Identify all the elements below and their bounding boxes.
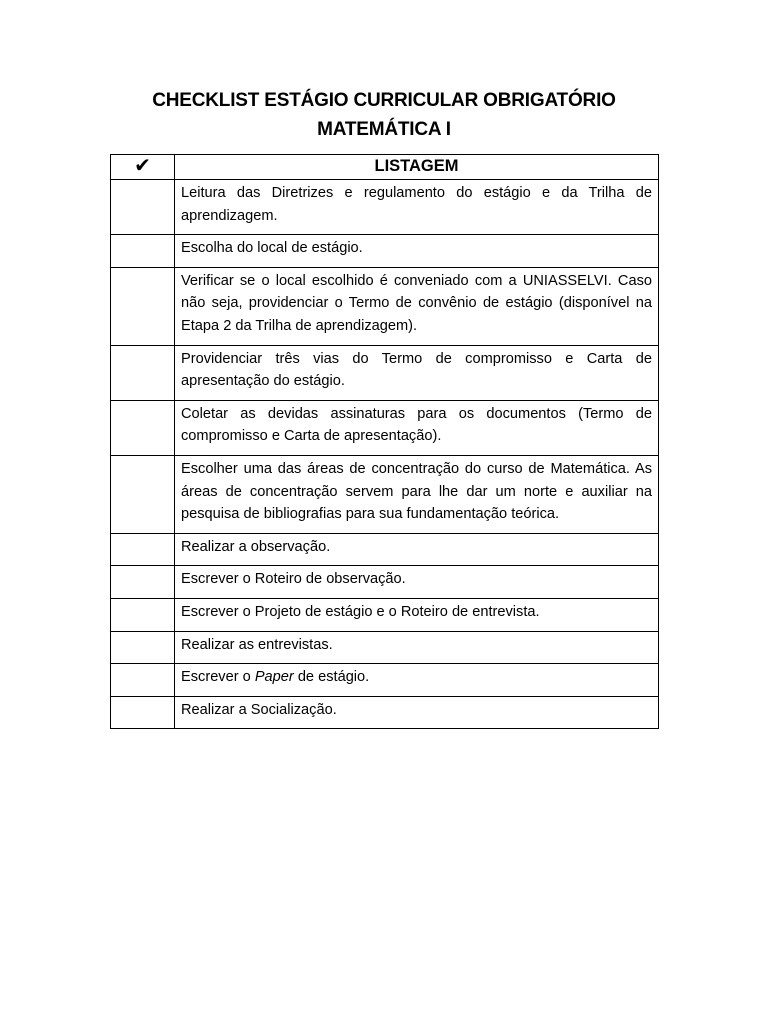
table-row bbox=[111, 533, 659, 566]
checkbox-cell[interactable] bbox=[111, 631, 175, 664]
checklist-item-text: Coletar as devidas assinaturas para os documentos (Termo de compromisso e Carta de apresentação). bbox=[175, 400, 659, 455]
item-text-italic: Paper bbox=[254, 669, 294, 686]
checkbox-cell[interactable] bbox=[111, 455, 175, 533]
item-text-after: de estágio. bbox=[293, 669, 370, 686]
checklist-item-text: Realizar a Socialização. bbox=[175, 696, 659, 729]
table-row bbox=[111, 267, 659, 345]
checklist-item-text: Escrever o Roteiro de observação. bbox=[175, 566, 659, 599]
checklist-item-text: Escolha do local de estágio. bbox=[175, 235, 659, 268]
table-row bbox=[111, 631, 659, 664]
checklist-item-text: Escolher uma das áreas de concentração do curso de Matemática. As áreas de concentração servem para lhe dar um norte e auxiliar na pesquisa de bibliografias para sua fundamentação teórica. bbox=[175, 455, 659, 533]
checkmark-icon: ✔ bbox=[111, 155, 175, 180]
checklist-item-text: Realizar a observação. bbox=[175, 533, 659, 566]
checkbox-cell[interactable] bbox=[111, 400, 175, 455]
title-line-1: CHECKLIST ESTÁGIO CURRICULAR OBRIGATÓRIO bbox=[152, 90, 616, 111]
checkbox-cell[interactable] bbox=[111, 235, 175, 268]
table-row bbox=[111, 455, 659, 533]
table-row bbox=[111, 696, 659, 729]
table-row bbox=[111, 235, 659, 268]
checkbox-cell[interactable] bbox=[111, 180, 175, 235]
item-text-before: Escrever o bbox=[181, 669, 255, 686]
checkbox-cell[interactable] bbox=[111, 696, 175, 729]
table-row bbox=[111, 180, 659, 235]
checkbox-cell[interactable] bbox=[111, 345, 175, 400]
checkbox-cell[interactable] bbox=[111, 598, 175, 631]
table-header-row bbox=[111, 155, 659, 180]
checklist-item-text: Verificar se o local escolhido é conveniado com a UNIASSELVI. Caso não seja, providenciar o Termo de convênio de estágio (disponível na Etapa 2 da Trilha de aprendizagem). bbox=[175, 267, 659, 345]
checklist-item-text: Leitura das Diretrizes e regulamento do estágio e da Trilha de aprendizagem. bbox=[175, 180, 659, 235]
checkbox-cell[interactable] bbox=[111, 267, 175, 345]
list-header: LISTAGEM bbox=[175, 155, 659, 180]
checkbox-cell[interactable] bbox=[111, 533, 175, 566]
table-row bbox=[111, 345, 659, 400]
checkbox-cell[interactable] bbox=[111, 664, 175, 697]
table-row bbox=[111, 598, 659, 631]
document-title bbox=[0, 86, 768, 144]
checklist-table bbox=[110, 154, 659, 729]
table-row bbox=[111, 566, 659, 599]
checklist-item-text: Realizar as entrevistas. bbox=[175, 631, 659, 664]
checklist-item-text: Providenciar três vias do Termo de compromisso e Carta de apresentação do estágio. bbox=[175, 345, 659, 400]
table-row bbox=[111, 400, 659, 455]
title-line-2: MATEMÁTICA I bbox=[317, 119, 451, 140]
checklist-item-text bbox=[175, 664, 659, 697]
checklist-item-text: Escrever o Projeto de estágio e o Roteiro de entrevista. bbox=[175, 598, 659, 631]
checkbox-cell[interactable] bbox=[111, 566, 175, 599]
table-row bbox=[111, 664, 659, 697]
